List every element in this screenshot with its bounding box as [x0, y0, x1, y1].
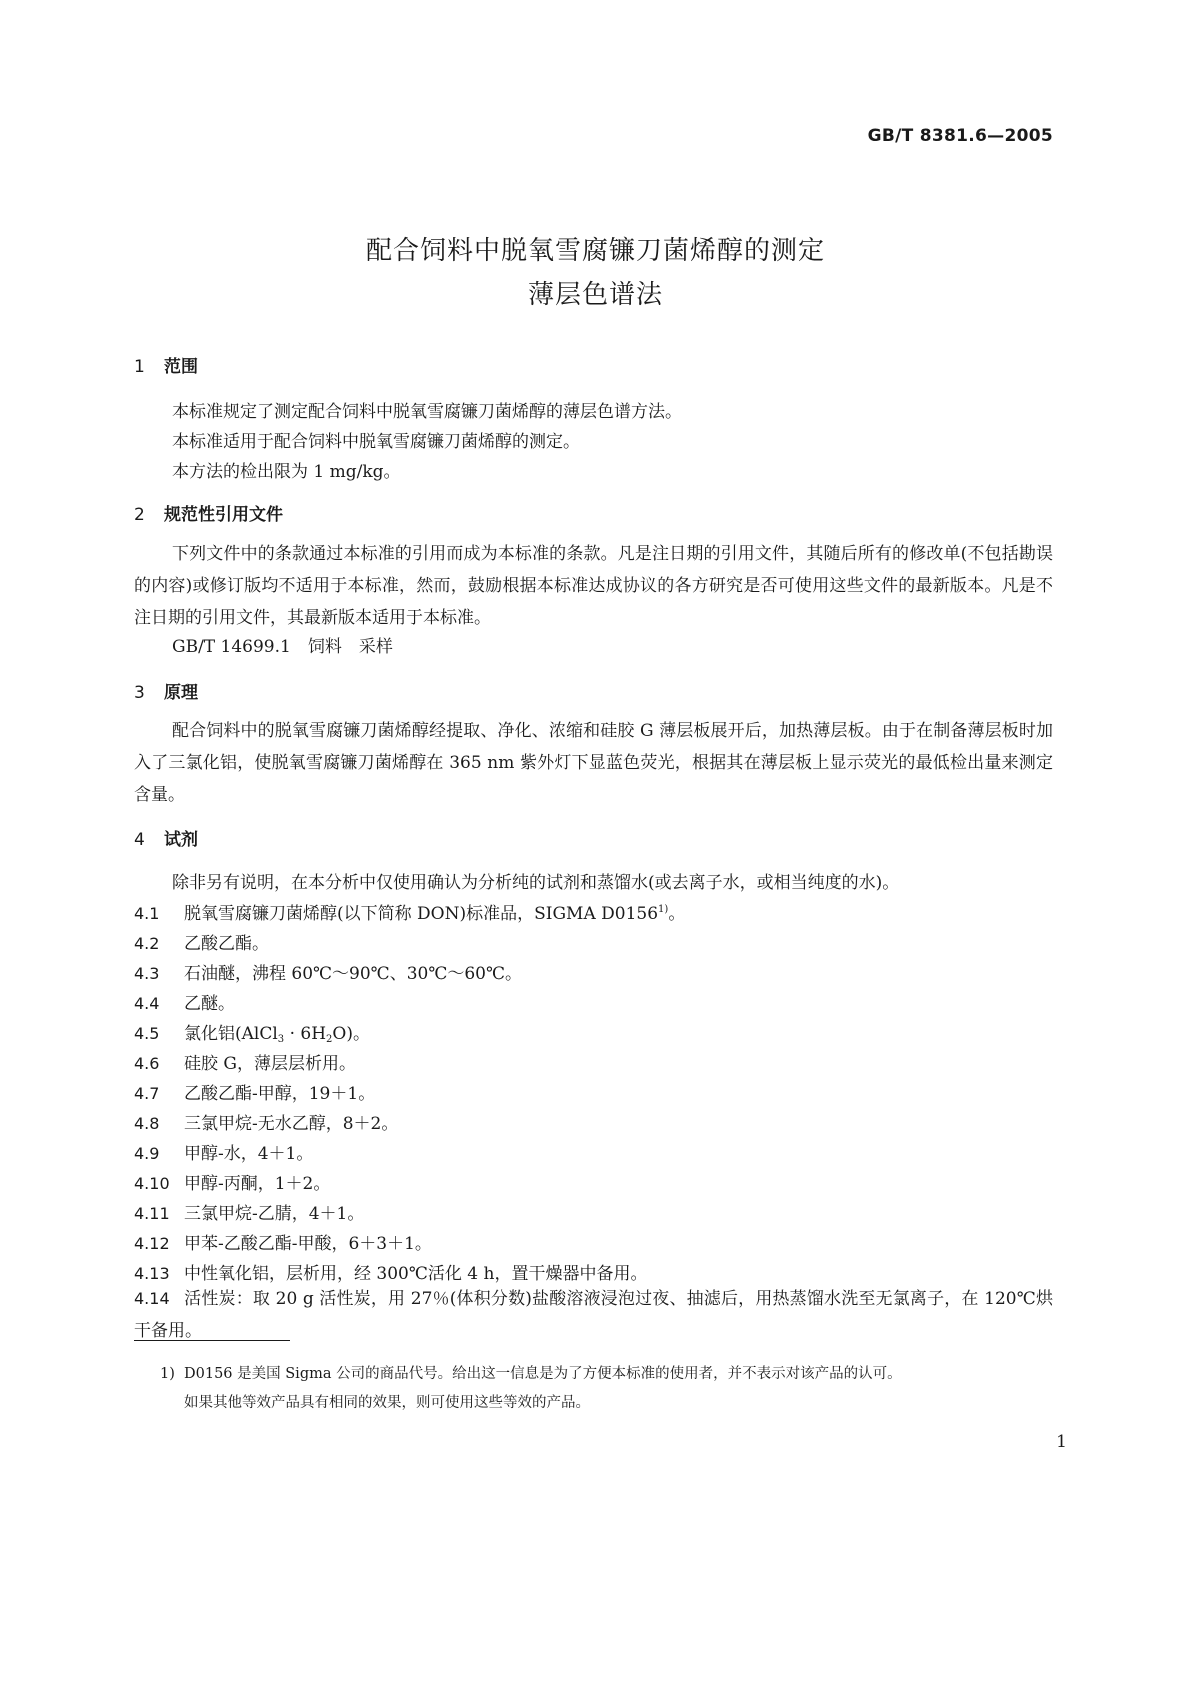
item-number: 4.6: [134, 1054, 160, 1073]
document-title: 配合饲料中脱氧雪腐镰刀菌烯醇的测定: [365, 236, 825, 266]
item-text: 乙酸乙酯。: [184, 934, 269, 954]
references-paragraph: 下列文件中的条款通过本标准的引用而成为本标准的条款。凡是注日期的引用文件，其随后所有的修改单(不包括勘误的内容)或修订版均不适用于本标准，然而，鼓励根据本标准达成协议的各方研究是否可使用这些文件的最新版本。凡是不注日期的引用文件，其最新版本适用于本标准。: [134, 544, 1053, 628]
item-number: 4.13: [134, 1264, 170, 1283]
item-text: 石油醚，沸程 60℃～90℃、30℃～60℃。: [184, 964, 522, 984]
item-number: 4.14: [134, 1289, 170, 1308]
section-heading-reagents: [134, 825, 198, 850]
section-heading-normative-references: [134, 500, 283, 525]
item-text: 中性氧化铝，层析用，经 300℃活化 4 h，置干燥器中备用。: [184, 1264, 648, 1284]
item-number: 4.12: [134, 1234, 170, 1253]
reagent-item: [134, 1199, 364, 1224]
section-heading-scope: [134, 352, 198, 377]
section-title: 规范性引用文件: [164, 505, 283, 525]
reagent-item: [134, 929, 269, 954]
item-text: 乙酸乙酯-甲醇，19＋1。: [184, 1084, 376, 1104]
reagent-item: [134, 899, 685, 924]
reagent-item: [134, 1283, 1053, 1347]
section-title: 范围: [164, 357, 198, 377]
item-text: 硅胶 G，薄层层析用。: [184, 1054, 356, 1074]
item-number: 4.5: [134, 1024, 160, 1043]
footnote-marker: 1): [658, 904, 669, 915]
standard-code: GB/T 8381.6—2005: [867, 126, 1053, 146]
section-heading-principle: [134, 678, 198, 703]
item-number: 4.4: [134, 994, 160, 1013]
footnote-line: D0156 是美国 Sigma 公司的商品代号。给出这一信息是为了方便本标准的使用者，并不表示对该产品的认可。: [184, 1366, 902, 1382]
footnote-number: 1): [160, 1366, 175, 1382]
subscript: 2: [326, 1034, 333, 1045]
reagent-item: [134, 1259, 647, 1284]
item-text: 甲苯-乙酸乙酯-甲酸，6＋3＋1。: [184, 1234, 432, 1254]
scope-line: 本标准规定了测定配合饲料中脱氧雪腐镰刀菌烯醇的薄层色谱方法。: [172, 402, 682, 422]
item-text: 甲醇-水，4＋1。: [184, 1144, 314, 1164]
item-number: 4.8: [134, 1114, 160, 1133]
reference-entry: GB/T 14699.1 饲料 采样: [172, 637, 393, 657]
footnote: [160, 1360, 1053, 1418]
principle-paragraph: 配合饲料中的脱氧雪腐镰刀菌烯醇经提取、净化、浓缩和硅胶 G 薄层板展开后，加热薄层板。由于在制备薄层板时加入了三氯化铝，使脱氧雪腐镰刀菌烯醇在 365 nm 紫外灯下显蓝色荧光，根据其在薄层板上显示荧光的最低检出量来测定含量。: [134, 721, 1053, 805]
item-number: 4.10: [134, 1174, 170, 1193]
item-text: 三氯甲烷-乙腈，4＋1。: [184, 1204, 365, 1224]
reagents-intro: 除非另有说明，在本分析中仅使用确认为分析纯的试剂和蒸馏水(或去离子水，或相当纯度的水)。: [172, 873, 900, 893]
subscript: 3: [277, 1034, 285, 1045]
page-number: 1: [1056, 1432, 1067, 1452]
section-number: 2: [134, 505, 145, 525]
reagent-item: [134, 1019, 370, 1045]
section-number: 1: [134, 357, 145, 377]
item-number: 4.11: [134, 1204, 170, 1223]
section-title: 原理: [164, 683, 198, 703]
section-number: 4: [134, 830, 145, 850]
footnote-line: 如果其他等效产品具有相同的效果，则可使用这些等效的产品。: [184, 1395, 590, 1411]
item-number: 4.7: [134, 1084, 160, 1103]
reagent-item: [134, 959, 522, 984]
reagent-item: [134, 1049, 356, 1074]
item-text-pre: 氯化铝(AlCl: [184, 1024, 278, 1044]
item-number: 4.1: [134, 904, 160, 923]
document-subtitle: 薄层色谱法: [527, 280, 663, 310]
item-text: 甲醇-丙酮，1＋2。: [184, 1174, 331, 1194]
footnote-divider: [134, 1340, 290, 1341]
item-text-mid: · 6H: [284, 1024, 327, 1044]
reagent-item: [134, 1229, 432, 1254]
item-number: 4.9: [134, 1144, 160, 1163]
reagent-item: [134, 1079, 375, 1104]
item-text: 活性炭：取 20 g 活性炭，用 27％(体积分数)盐酸溶液浸泡过夜、抽滤后，用热蒸馏水洗至无氯离子，在 120℃烘干备用。: [134, 1289, 1053, 1341]
section-number: 3: [134, 683, 145, 703]
scope-line: 本标准适用于配合饲料中脱氧雪腐镰刀菌烯醇的测定。: [172, 432, 580, 452]
reagent-item: [134, 1109, 398, 1134]
scope-line: 本方法的检出限为 1 mg/kg。: [172, 462, 401, 482]
item-text: 三氯甲烷-无水乙醇，8＋2。: [184, 1114, 399, 1134]
item-text-post: O)。: [332, 1024, 370, 1044]
item-tail: 。: [668, 904, 686, 924]
item-number: 4.3: [134, 964, 160, 983]
section-title: 试剂: [164, 830, 198, 850]
reagent-item: [134, 1139, 313, 1164]
reagent-item: [134, 989, 235, 1014]
item-number: 4.2: [134, 934, 160, 953]
item-text: 脱氧雪腐镰刀菌烯醇(以下简称 DON)标准品，SIGMA D0156: [184, 904, 659, 924]
reagent-item: [134, 1169, 330, 1194]
item-text: 乙醚。: [184, 994, 235, 1014]
